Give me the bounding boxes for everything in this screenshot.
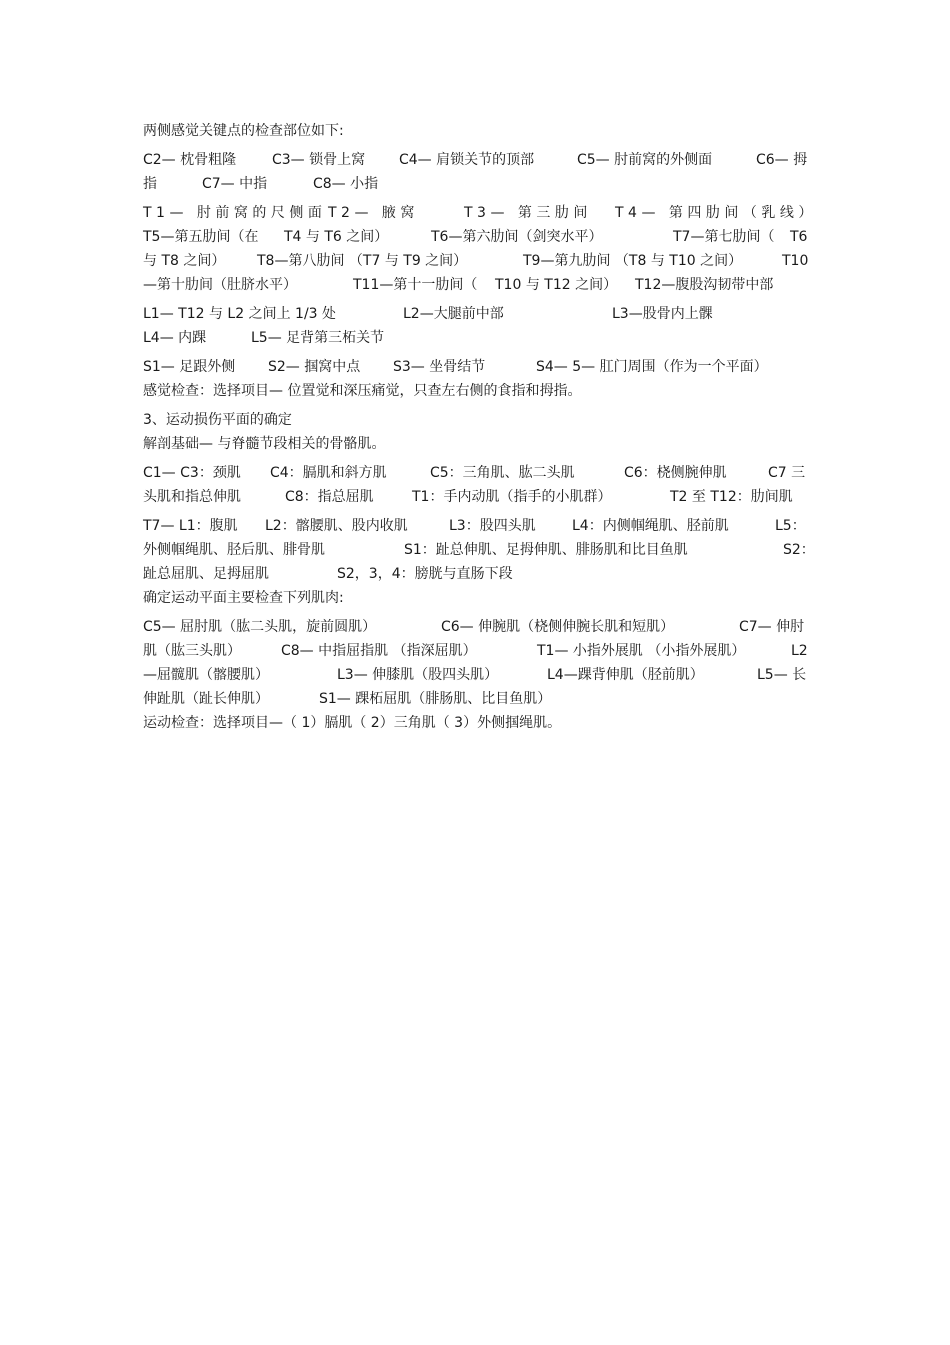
key-point-c7: C7— 中指 <box>202 176 268 192</box>
motor-l2-cont: —屈髋肌（髂腰肌） <box>143 667 269 683</box>
key-point-t4: T4— 第四肋间（乳线） <box>615 205 817 221</box>
motor-line-1 <box>143 615 808 639</box>
muscle-c5: C5：三角肌、肱二头肌 <box>430 465 575 481</box>
sacral-line <box>143 355 808 379</box>
lumbar-line-1 <box>143 302 808 326</box>
thoracic-line-4 <box>143 273 808 297</box>
motor-l4: L4—踝背伸肌（胫前肌） <box>547 667 704 683</box>
muscle-l5-cont: 外侧帼绳肌、胫后肌、腓骨肌 <box>143 542 325 558</box>
key-point-s4-5: S4— 5— 肛门周围（作为一个平面） <box>536 359 768 375</box>
key-point-c6-cont: 指 <box>143 176 157 192</box>
cervical-line-2 <box>143 172 808 196</box>
key-point-t7-range-cont: 与 T8 之间） <box>143 253 226 269</box>
motor-l5: L5— 长 <box>757 667 807 683</box>
key-point-t3: T3— 第三肋间 <box>464 205 592 221</box>
key-point-t10: T10 <box>782 253 809 269</box>
muscle-c8: C8：指总屈肌 <box>285 489 374 505</box>
sensory-check: 感觉检查：选择项目— 位置觉和深压痛觉，只查左右侧的食指和拇指。 <box>143 383 582 399</box>
key-point-t12: T12—腹股沟韧带中部 <box>635 277 774 293</box>
muscle-c4: C4：膈肌和斜方肌 <box>270 465 387 481</box>
muscle-t1: T1：手内动肌（指手的小肌群） <box>412 489 612 505</box>
key-point-c8: C8— 小指 <box>313 176 379 192</box>
muscle-line-5 <box>143 562 808 586</box>
sensory-title: 两侧感觉关键点的检查部位如下: <box>143 123 344 139</box>
motor-line-2 <box>143 639 808 663</box>
key-point-s1: S1— 足跟外侧 <box>143 359 236 375</box>
key-point-c3: C3— 锁骨上窝 <box>272 152 366 168</box>
muscle-line-3 <box>143 514 808 538</box>
thoracic-line-2 <box>143 225 808 249</box>
motor-s1: S1— 踝柘屈肌（腓肠肌、比目鱼肌） <box>319 691 552 707</box>
lumbar-line-2 <box>143 326 808 350</box>
key-point-s3: S3— 坐骨结节 <box>393 359 486 375</box>
key-point-t5-range: T4 与 T6 之间） <box>284 229 389 245</box>
document-body <box>143 119 817 735</box>
muscle-s1: S1：趾总伸肌、足拇伸肌、腓肠肌和比目鱼肌 <box>404 542 688 558</box>
motor-l5-cont: 伸趾肌（趾长伸肌） <box>143 691 269 707</box>
muscle-line-2 <box>143 485 808 509</box>
muscle-l5: L5： <box>775 518 806 534</box>
motor-check: 运动检查：选择项目—（ 1）膈肌（ 2）三角肌（ 3）外侧掴绳肌。 <box>143 715 562 731</box>
motor-c7-cont: 肌（肱三头肌） <box>143 643 241 659</box>
muscle-c7: C7 三 <box>768 465 806 481</box>
muscle-s2-cont: 趾总屈肌、足拇屈肌 <box>143 566 269 582</box>
thoracic-line-1 <box>143 201 817 225</box>
muscle-line-1 <box>143 461 808 485</box>
muscle-l3: L3：股四头肌 <box>449 518 536 534</box>
thoracic-line-3 <box>143 249 808 273</box>
motor-c5: C5— 屈肘肌（肱二头肌，旋前圆肌） <box>143 619 377 635</box>
motor-c6: C6— 伸腕肌（桡侧伸腕长肌和短肌） <box>441 619 675 635</box>
muscle-c1-c3: C1— C3：颈肌 <box>143 465 241 481</box>
muscle-l4: L4：内侧帼绳肌、胫前肌 <box>572 518 729 534</box>
muscle-l2: L2：髂腰肌、股内收肌 <box>265 518 408 534</box>
cervical-line-1 <box>143 148 808 172</box>
muscle-c7-cont: 头肌和指总伸肌 <box>143 489 241 505</box>
muscle-t7-l1: T7— L1：腹肌 <box>143 518 238 534</box>
anatomy-basis: 解剖基础— 与脊髓节段相关的骨骼肌。 <box>143 436 386 452</box>
key-point-t1: T1— 肘前窝的尺侧面 <box>143 205 327 221</box>
key-point-t6: T6—第六肋间（剑突水平） <box>431 229 603 245</box>
key-point-l2: L2—大腿前中部 <box>403 306 504 322</box>
key-point-t11: T11—第十一肋间（ <box>353 277 478 293</box>
muscle-s2-s4: S2，3，4：膀胱与直肠下段 <box>337 566 513 582</box>
motor-title: 确定运动平面主要检查下列肌肉: <box>143 590 344 606</box>
key-point-t8: T8—第八肋间 （T7 与 T9 之间） <box>257 253 468 269</box>
key-point-t7-range: T6 <box>790 229 808 245</box>
motor-line-3 <box>143 663 808 687</box>
muscle-t2-t12: T2 至 T12：肋间肌 <box>670 489 793 505</box>
key-point-l4: L4— 内踝 <box>143 330 207 346</box>
key-point-t9: T9—第九肋间 （T8 与 T10 之间） <box>523 253 743 269</box>
key-point-s2: S2— 掴窝中点 <box>268 359 361 375</box>
motor-c7: C7— 伸肘 <box>739 619 805 635</box>
key-point-l3: L3—股骨内上髁 <box>612 306 713 322</box>
muscle-s2: S2： <box>783 542 815 558</box>
motor-c8: C8— 中指屈指肌 （指深屈肌） <box>281 643 477 659</box>
key-point-c2: C2— 枕骨粗隆 <box>143 152 237 168</box>
key-point-c6: C6— 拇 <box>756 152 808 168</box>
key-point-t2: T2— 腋窝 <box>328 205 419 221</box>
key-point-l5: L5— 足背第三柘关节 <box>251 330 385 346</box>
muscle-line-4 <box>143 538 815 562</box>
key-point-t7: T7—第七肋间（ <box>673 229 775 245</box>
key-point-t5: T5—第五肋间（在 <box>143 229 259 245</box>
motor-line-4 <box>143 687 808 711</box>
key-point-c4: C4— 肩锁关节的顶部 <box>399 152 535 168</box>
motor-l2: L2 <box>791 643 808 659</box>
key-point-l1: L1— T12 与 L2 之间上 1/3 处 <box>143 306 337 322</box>
motor-t1: T1— 小指外展肌 （小指外展肌） <box>537 643 746 659</box>
key-point-t10-cont: —第十肋间（肚脐水平） <box>143 277 297 293</box>
muscle-c6: C6：桡侧腕伸肌 <box>624 465 727 481</box>
key-point-t11-range: T10 与 T12 之间） <box>495 277 618 293</box>
key-point-c5: C5— 肘前窝的外侧面 <box>577 152 713 168</box>
section-3-title: 3、运动损伤平面的确定 <box>143 412 292 428</box>
motor-l3: L3— 伸膝肌（股四头肌） <box>337 667 499 683</box>
